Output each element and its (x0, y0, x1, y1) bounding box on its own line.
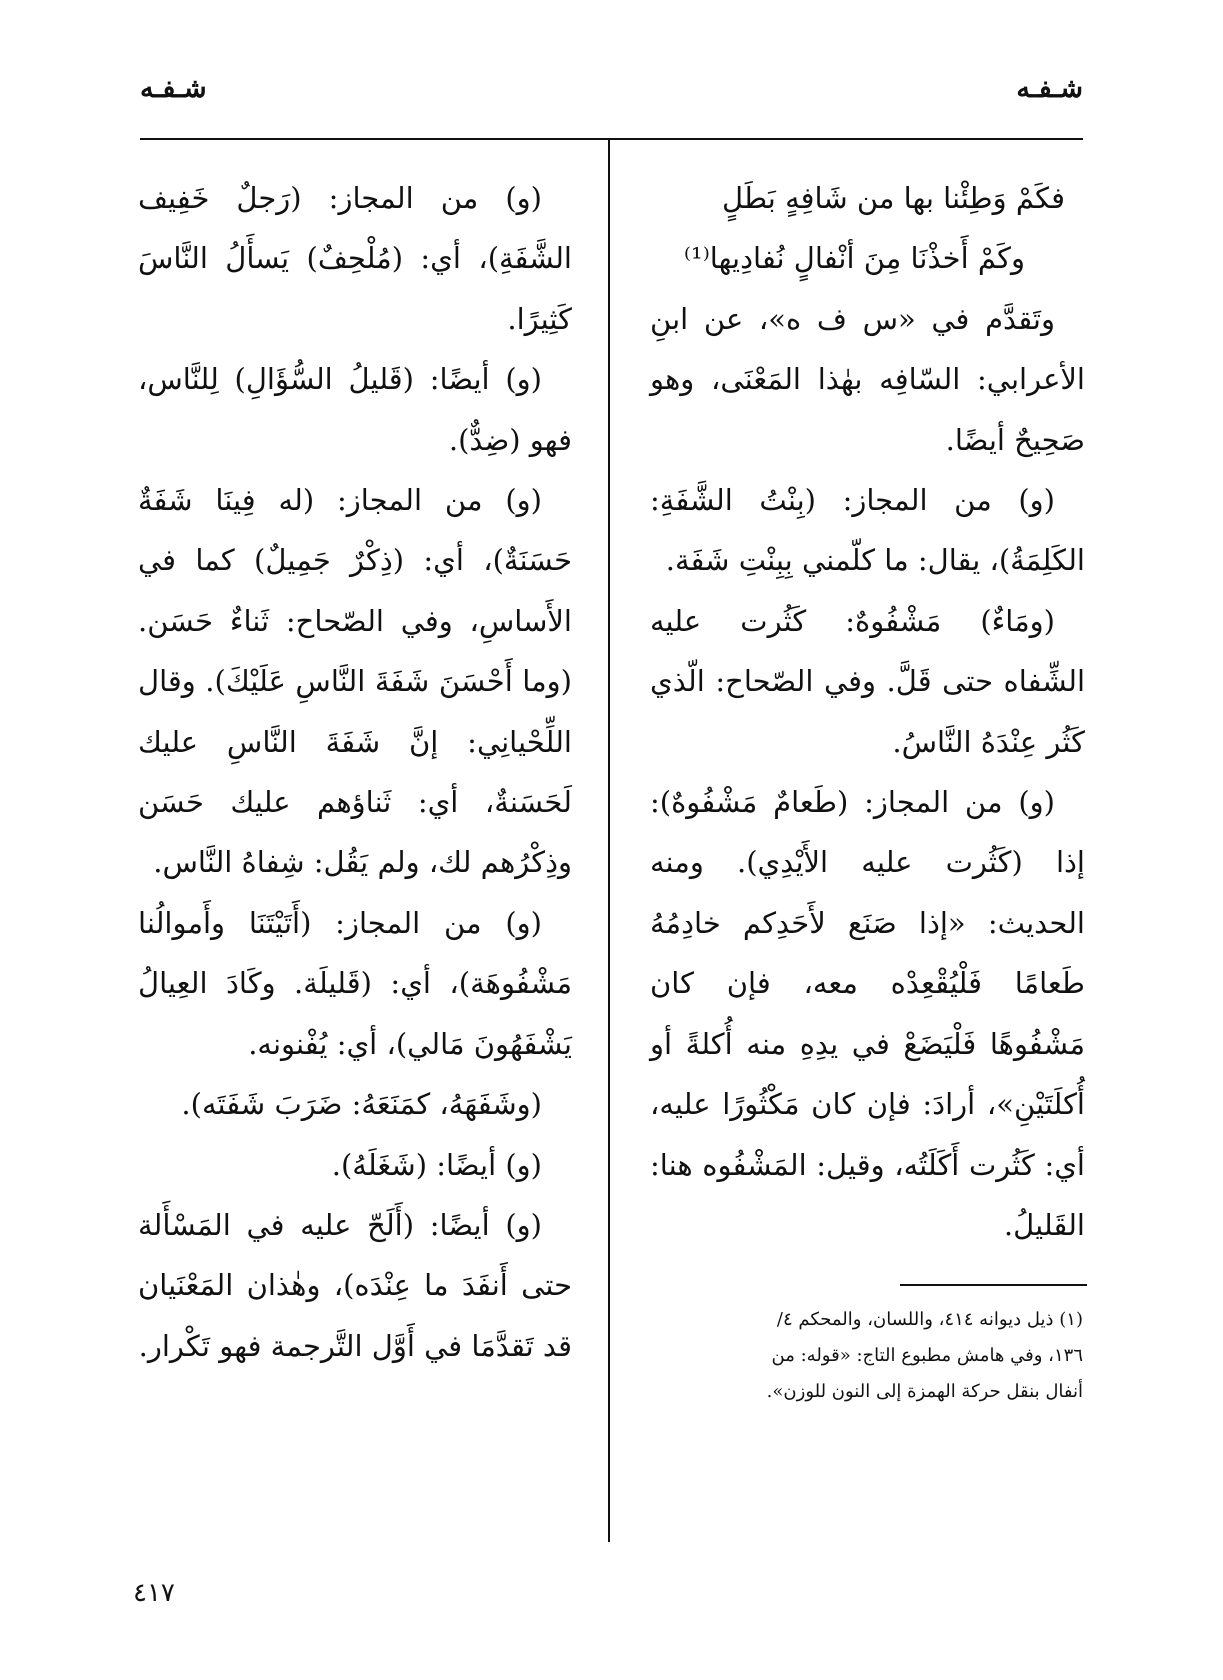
footnote-separator (900, 1284, 1087, 1286)
paragraph: (وشَفَهَهُ، كمَنَعَهُ: ضَرَبَ شَفَتَه). (181, 1087, 542, 1122)
footnotes (638, 1302, 1083, 1410)
paragraph: (و) من المجاز: (أَتَيْتَنَا وأَموالُنا مَشْفُوهَة)، أي: (قَليلَة. وكَادَ العِيالُ يَشْفَهُونَ مَالي)، أي: يُفْنونه. (138, 905, 572, 1061)
paragraph: (و) أيضًا: (شَغَلَهُ). (331, 1147, 542, 1182)
paragraph: (ومَاءٌ) مَشْفُوهٌ: كَثُرت عليه الشِّفاه حتى قَلَّ. وفي الصّحاح: الّذي كَثُر عِنْدَهُ النَّاسُ. (650, 603, 1085, 759)
running-header-right: شـفـه (1016, 73, 1083, 104)
footnote-line: ١٣٦، وفي هامش مطبوع التاج: «قوله: من (771, 1345, 1083, 1366)
paragraph: (و) أيضًا: (قَليلُ السُّؤَالِ) لِلنَّاس، فهو (ضِدٌّ). (138, 362, 572, 457)
left-column (138, 168, 572, 1376)
paragraph: (و) من المجاز: (طَعامٌ مَشْفُوهٌ): إذا (كَثُرت عليه الأَيْدِي). ومنه الحديث: «إذا صَنَع لأَحَدِكم خادِمُهُ طَعامًا فَلْيُقْعِدْه معه، فإن كان مَشْفُوهًا فَلْيَضَعْ في يدِهِ منه أُكلةً أو أُكلَتَيْنِ»، أرادَ: فإن كان مَكْثُورًا عليه، أي: كَثُرت أَكَلَتُه، وقيل: المَشْفُوه هنا: القَليلُ. (650, 785, 1085, 1242)
paragraph: (و) من المجاز: (له فِينَا شَفَةٌ حَسَنَةٌ)، أي: (ذِكْرٌ جَمِيلٌ) كما في الأَساسِ، وفي الصّحاح: ثَناءٌ حَسَن. (وما أَحْسَنَ شَفَةَ النَّاسِ عَلَيْكَ). وقال اللِّحْيانِي: إنَّ شَفَةَ النَّاسِ عليك لَحَسَنةٌ، أي: ثَناؤهم عليك حَسَن وذِكْرُهم لك، ولم يَقُل: شِفاهُ النَّاس. (138, 483, 572, 880)
running-header-left: شـفـه (140, 73, 207, 104)
footnote-line: (١) ذيل ديوانه ٤١٤، واللسان، والمحكم ٤/ (776, 1309, 1083, 1330)
footnote-line: أنفال بنقل حركة الهمزة إلى النون للوزن». (766, 1381, 1083, 1402)
paragraph: وتَقدَّم في «س ف ه»، عن ابنِ الأعرابي: السّافِه بهٰذا المَعْنَى، وهو صَحِيحٌ أيضًا. (650, 301, 1085, 457)
right-column (650, 168, 1085, 1255)
paragraph: (و) من المجاز: (بِنْتُ الشَّفَةِ: الكَلِمَةُ)، يقال: ما كلّمني بِبِنْتِ شَفَة. (650, 483, 1085, 578)
header-rule (140, 138, 1083, 140)
paragraph: (و) من المجاز: (رَجلٌ خَفِيف الشَّفَةِ)، أي: (مُلْحِفٌ) يَسأَلُ النَّاسَ كَثِيرًا. (138, 181, 572, 336)
paragraph: (و) أيضًا: (أَلَحّ عليه في المَسْأَلة حتى أَنفَدَ ما عِنْدَه)، وهٰذان المَعْنَيان قد تَقدَّمَا في أَوَّل التَّرجمة فهو تَكْرار. (138, 1207, 572, 1363)
verse-line-2: وكَمْ أَخذْنَا مِنَ أنْفالٍ نُفادِيها⁽¹⁾ (683, 241, 1025, 276)
verse-line-1: فكَمْ وَطِئْنا بها من شَافِهٍ بَطَلٍ (722, 181, 1065, 215)
page-number: ٤١٧ (133, 1578, 175, 1608)
column-divider (608, 140, 610, 1542)
